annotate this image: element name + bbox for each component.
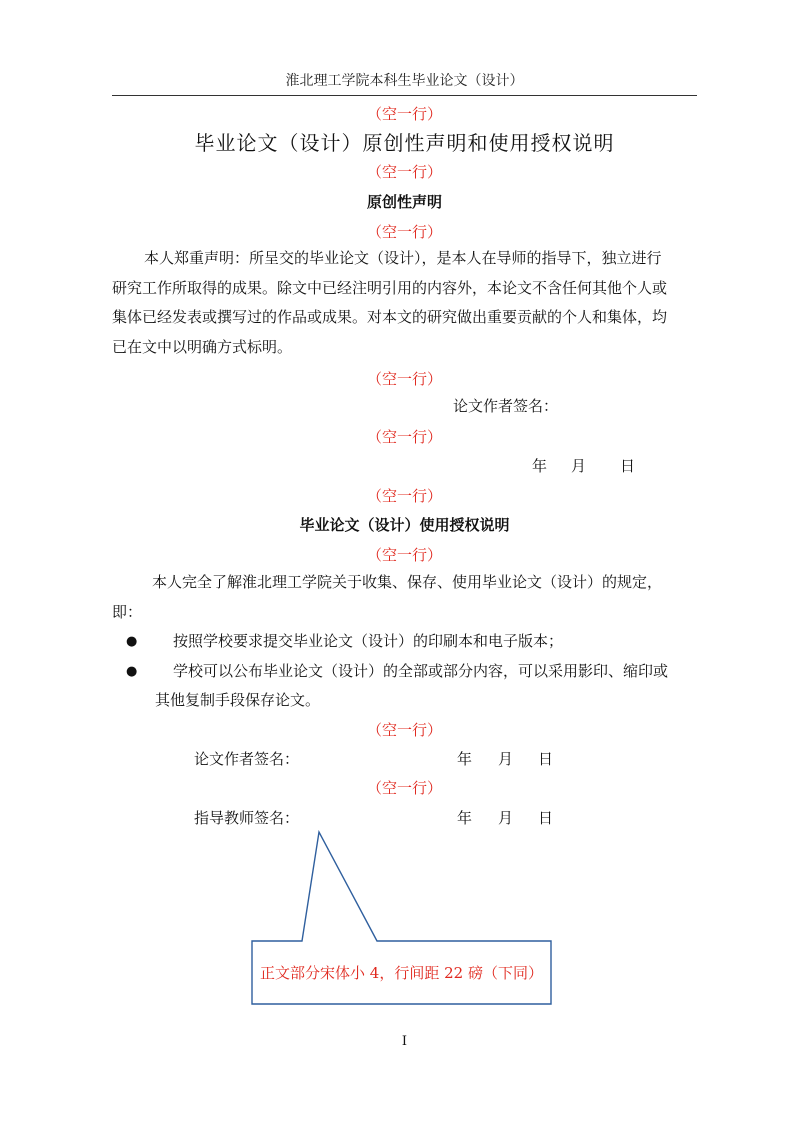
author-signature-label: 论文作者签名： — [453, 397, 559, 415]
date-day: 日 — [538, 809, 554, 827]
bullet-text: 学校可以公布毕业论文（设计）的全部或部分内容，可以采用影印、缩印或 — [173, 662, 669, 680]
paragraph-line: 本人完全了解淮北理工学院关于收集、保存、使用毕业论文（设计）的规定， — [152, 573, 663, 591]
advisor-signature-label: 指导教师签名： — [194, 809, 300, 827]
paragraph-line: 集体已经发表或撰写过的作品或成果。对本文的研究做出重要贡献的个人和集体，均 — [112, 308, 668, 326]
paragraph-line: 本人郑重声明：所呈交的毕业论文（设计），是本人在导师的指导下，独立进行 — [144, 249, 662, 267]
authorization-intro — [112, 568, 702, 627]
blank-line-note: （空一行） — [366, 163, 442, 181]
page-header: 淮北理工学院本科生毕业论文（设计） — [285, 73, 524, 89]
authorization-heading: 毕业论文（设计）使用授权说明 — [299, 516, 510, 534]
date-year: 年 — [532, 457, 548, 475]
bullet-icon: ● — [126, 664, 138, 679]
date-month: 月 — [498, 750, 514, 768]
date-year: 年 — [457, 809, 473, 827]
page-title: 毕业论文（设计）原创性声明和使用授权说明 — [194, 131, 615, 155]
blank-line-note: （空一行） — [366, 223, 442, 241]
blank-line-note: （空一行） — [366, 721, 442, 739]
paragraph-line: 即： — [112, 602, 143, 621]
originality-heading: 原创性声明 — [366, 193, 442, 211]
bullet-icon: ● — [126, 634, 138, 649]
date-month: 月 — [498, 809, 514, 827]
author-signature-label: 论文作者签名： — [194, 750, 300, 768]
date-month: 月 — [571, 457, 587, 475]
date-year: 年 — [457, 750, 473, 768]
header-rule — [112, 95, 697, 96]
bullet-text: 按照学校要求提交毕业论文（设计）的印刷本和电子版本； — [173, 632, 564, 650]
date-day: 日 — [620, 457, 636, 475]
blank-line-note: （空一行） — [366, 428, 442, 446]
originality-paragraph — [112, 244, 702, 362]
blank-line-note: （空一行） — [366, 779, 442, 797]
blank-line-note: （空一行） — [366, 546, 442, 564]
date-day: 日 — [538, 750, 554, 768]
page-number: I — [401, 1034, 408, 1049]
blank-line-note: （空一行） — [366, 105, 442, 123]
blank-line-note: （空一行） — [366, 487, 442, 505]
bullet-text-continued: 其他复制手段保存论文。 — [155, 691, 321, 709]
paragraph-line: 研究工作所取得的成果。除文中已经注明引用的内容外，本论文不含任何其他个人或 — [112, 278, 668, 297]
blank-line-note: （空一行） — [366, 370, 442, 388]
paragraph-line: 已在文中以明确方式标明。 — [112, 337, 293, 356]
callout-note: 正文部分宋体小 4，行间距 22 磅（下同） — [260, 964, 543, 982]
